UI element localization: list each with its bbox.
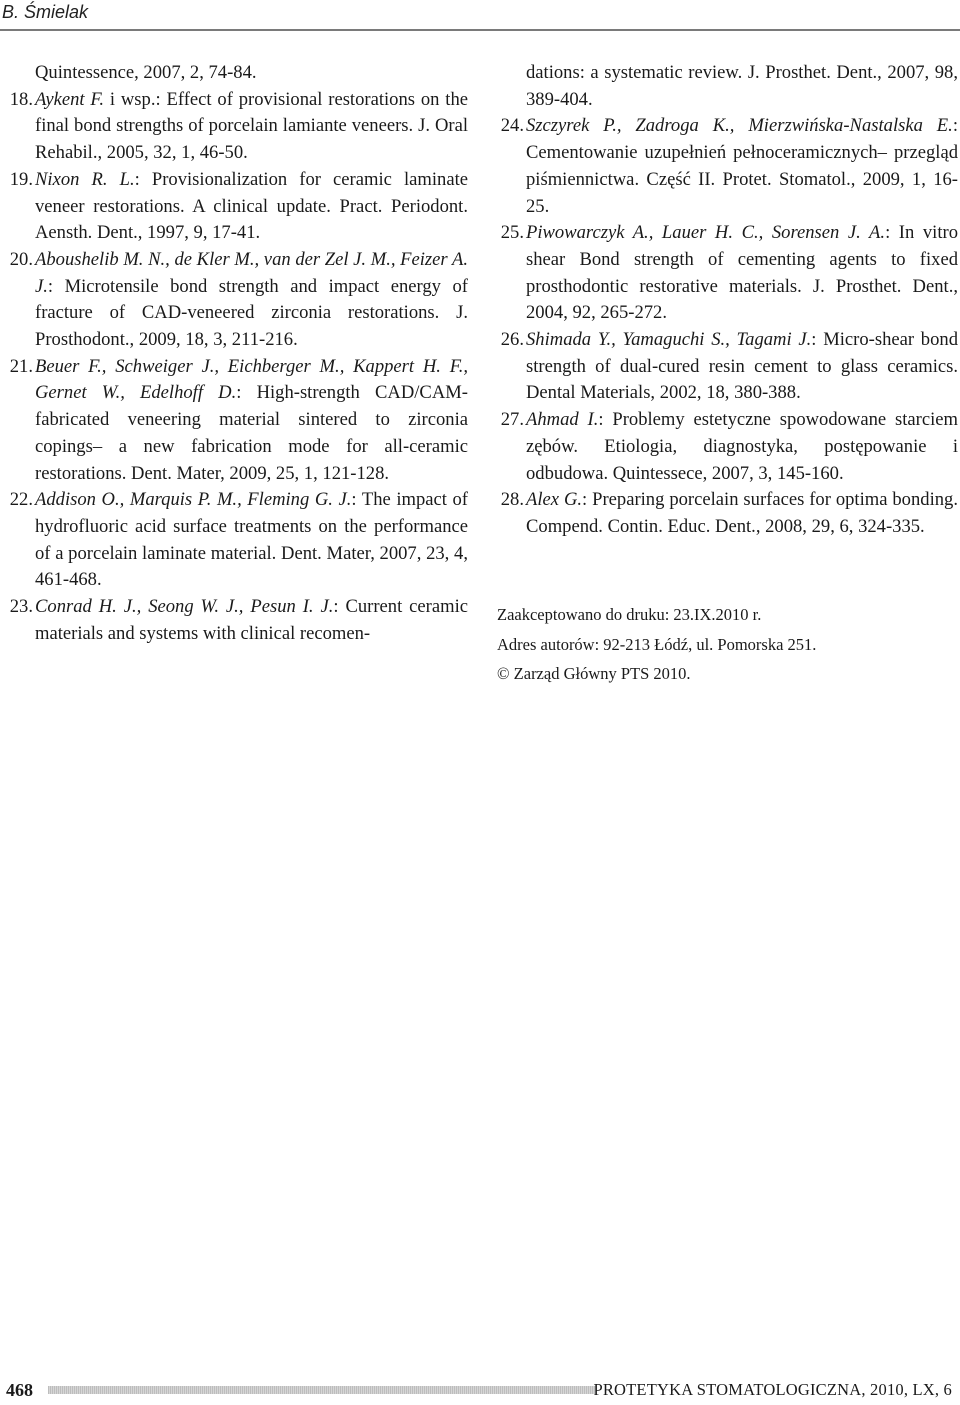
header-rule bbox=[0, 29, 960, 31]
reference-text: : Cementowanie uzupełnień pełnoceramicznych– przegląd piśmiennictwa. Część II. Protet. Stomatol., 2009, 1, 16-25. bbox=[526, 115, 958, 217]
reference-text: : Micro-shear bond strength of dual-cured resin cement to glass ceramics. Dental Materials, 2002, 18, 380-388. bbox=[526, 329, 958, 404]
page-footer bbox=[0, 1376, 960, 1400]
reference-19 bbox=[6, 167, 468, 247]
reference-23 bbox=[6, 594, 468, 647]
footer-decorative-bar bbox=[48, 1386, 596, 1394]
running-head-author: B. Śmielak bbox=[2, 2, 89, 22]
reference-text: : Microtensile bond strength and impact energy of fracture of CAD-veneered zirconia restorations. J. Prosthodont., 2009, 18, 3, 211-216. bbox=[35, 275, 468, 351]
reference-text: Quintessence, 2007, 2, 74-84. bbox=[35, 62, 257, 83]
reference-text: : In vitro shear Bond strength of cementing agents to fixed prosthodontic restorative materials. J. Prosthet. Dent., 2004, 92, 265-272. bbox=[526, 222, 958, 324]
article-notes bbox=[497, 600, 957, 689]
reference-22 bbox=[6, 487, 468, 594]
reference-authors: Nixon R. L. bbox=[35, 168, 135, 190]
reference-continuation bbox=[497, 60, 958, 113]
reference-text: dations: a systematic review. J. Prosthet. Dent., 2007, 98, 389-404. bbox=[526, 62, 958, 110]
reference-number: 19. bbox=[9, 168, 33, 190]
reference-28 bbox=[497, 487, 958, 540]
reference-27 bbox=[497, 407, 958, 487]
accepted-date: Zaakceptowano do druku: 23.IX.2010 r. bbox=[497, 605, 762, 624]
reference-number: 25. bbox=[500, 222, 524, 244]
reference-text: : Preparing porcelain surfaces for optima bonding. Compend. Contin. Educ. Dent., 2008, 29, 6, 324-335. bbox=[526, 489, 958, 537]
reference-number: 28. bbox=[500, 489, 524, 511]
references-left-column bbox=[6, 60, 468, 647]
reference-25 bbox=[497, 220, 958, 327]
reference-authors: Aykent F. bbox=[35, 88, 105, 110]
reference-text: : High-strength CAD/CAM-fabricated veneering material sintered to zirconia copings– a new fabrication mode for all-ceramic restorations. Dent. Mater, 2009, 25, 1, 121-128. bbox=[35, 382, 468, 484]
reference-authors: Shimada Y., Yamaguchi S., Tagami J. bbox=[526, 329, 812, 351]
reference-authors: Ahmad I. bbox=[526, 409, 599, 431]
reference-authors: Conrad H. J., Seong W. J., Pesun I. J. bbox=[35, 596, 334, 618]
reference-number: 27. bbox=[500, 409, 524, 431]
reference-number: 23. bbox=[9, 596, 33, 618]
reference-text: : Provisionalization for ceramic laminate veneer restorations. A clinical update. Pract. Periodont. Aensth. Dent., 1997, 9, 17-41. bbox=[35, 168, 468, 244]
reference-24 bbox=[497, 113, 958, 220]
page-header bbox=[0, 0, 960, 36]
reference-text: : Problemy estetyczne spowodowane starciem zębów. Etiologia, diagnostyka, postępowanie i odbudowa. Quintessece, 2007, 3, 145-160. bbox=[526, 409, 958, 484]
reference-26 bbox=[497, 327, 958, 407]
author-address: Adres autorów: 92-213 Łódź, ul. Pomorska 251. bbox=[497, 634, 817, 654]
reference-authors: Beuer F., Schweiger J., Eichberger M., Kappert H. F., Gernet W., Edelhoff D. bbox=[35, 355, 468, 404]
reference-authors: Piwowarczyk A., Lauer H. C., Sorensen J. A. bbox=[526, 222, 886, 244]
reference-authors: Alex G. bbox=[526, 489, 583, 511]
reference-18 bbox=[6, 87, 468, 167]
reference-number: 22. bbox=[9, 489, 33, 511]
reference-20 bbox=[6, 247, 468, 354]
reference-21 bbox=[6, 354, 468, 488]
reference-number: 24. bbox=[500, 115, 524, 137]
journal-name: PROTETYKA STOMATOLOGICZNA, 2010, LX, 6 bbox=[593, 1380, 952, 1399]
reference-number: 18. bbox=[9, 88, 33, 110]
reference-number: 26. bbox=[500, 329, 524, 351]
copyright-notice: © Zarząd Główny PTS 2010. bbox=[497, 664, 691, 683]
reference-number: 20. bbox=[9, 248, 33, 270]
page-number: 468 bbox=[6, 1380, 33, 1400]
reference-text: i wsp.: Effect of provisional restorations on the final bond strengths of porcelain lamiante veneers. J. Oral Rehabil., 2005, 32, 1, 46-50. bbox=[35, 88, 469, 164]
reference-continuation bbox=[6, 60, 468, 87]
reference-authors: Aboushelib M. N., de Kler M., van der Zel J. M., Feizer A. J. bbox=[35, 248, 468, 297]
reference-text: : Current ceramic materials and systems with clinical recomen- bbox=[35, 596, 468, 644]
reference-number: 21. bbox=[9, 355, 33, 377]
reference-text: : The impact of hydrofluoric acid surface treatments on the performance of a porcelain laminate material. Dent. Mater, 2007, 23, 4, 461-468. bbox=[35, 489, 468, 591]
reference-authors: Szczyrek P., Zadroga K., Mierzwińska-Nastalska E. bbox=[526, 115, 953, 137]
reference-authors: Addison O., Marquis P. M., Fleming G. J. bbox=[35, 489, 352, 511]
references-right-column bbox=[497, 60, 958, 541]
